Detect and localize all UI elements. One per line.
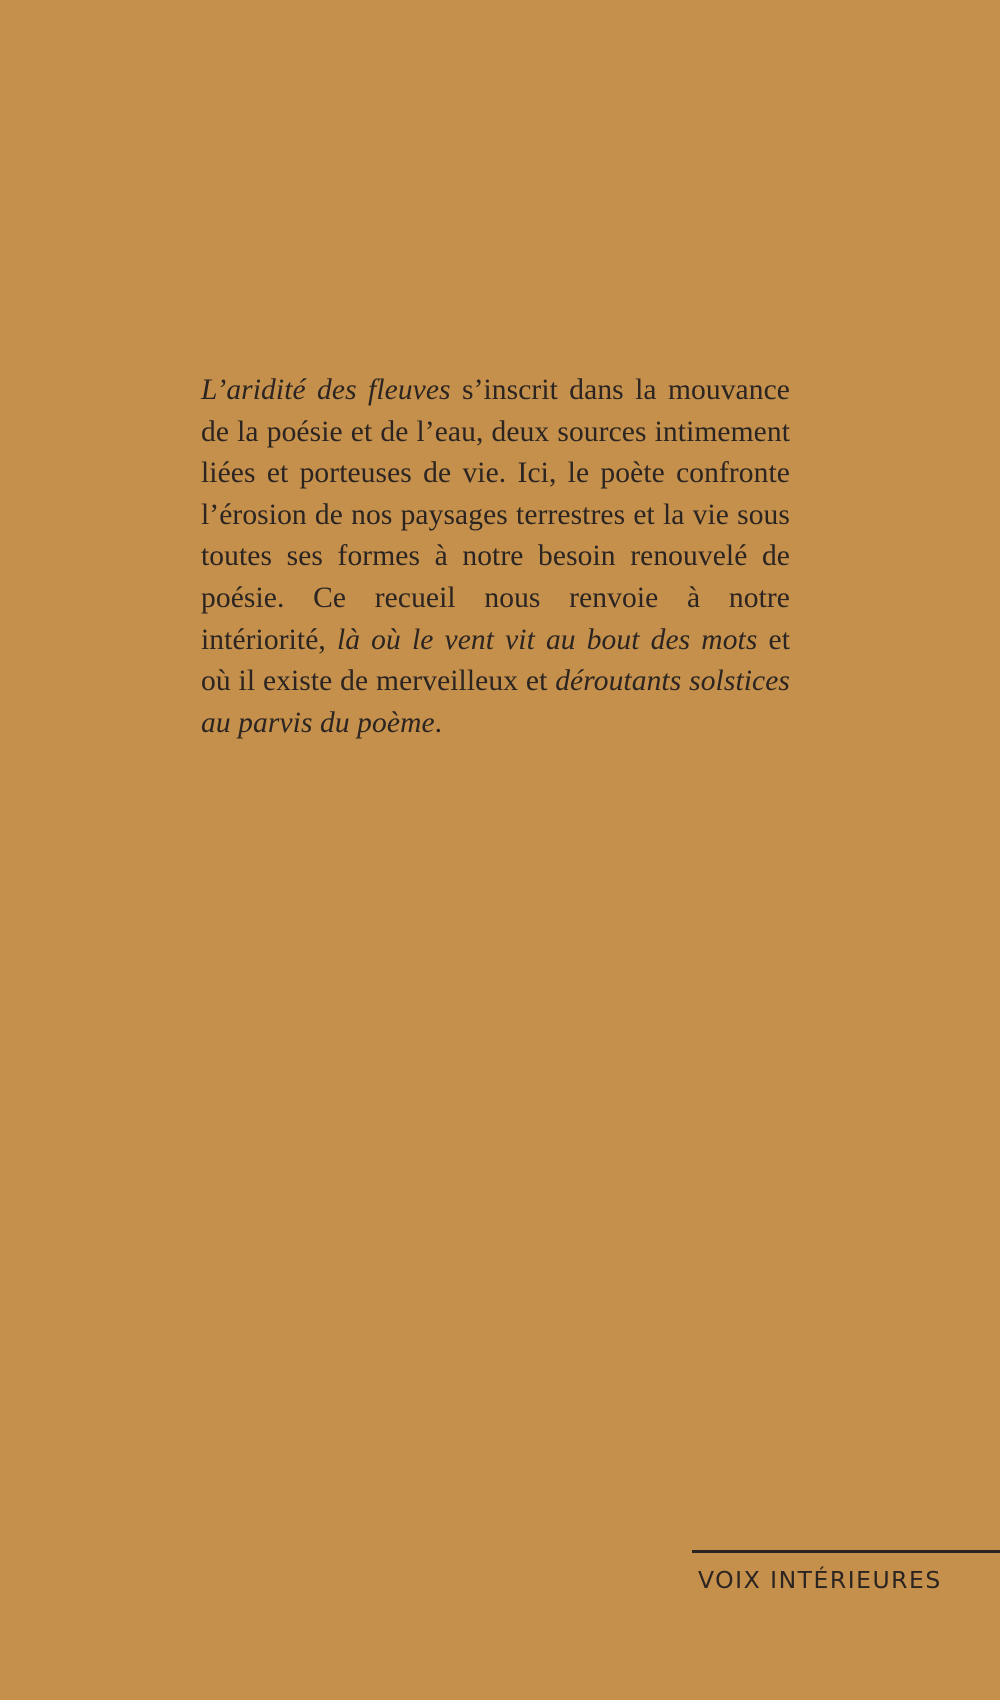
blurb-text-2: et où il existe de merveilleux et <box>201 623 790 698</box>
blurb-quote-1: là où le vent vit au bout des mots <box>336 623 758 656</box>
collection-name: VOIX INTÉRIEURES <box>698 1566 942 1594</box>
blurb-quote-2: déroutants solstices au parvis du poème <box>201 665 790 739</box>
back-cover-blurb <box>201 370 790 744</box>
blurb-text-1: s’inscrit dans la mouvance de la poésie et de l’eau, deux sources intimement liées et porteuses de vie. Ici, le poète confronte l’érosion de nos paysages terrestres et la vie sous toutes ses formes à notre besoin renouvelé de poésie. Ce recueil nous renvoie à notre intériorité, <box>201 374 790 656</box>
book-title: L’aridité des fleuves <box>201 374 451 406</box>
collection-divider <box>692 1550 1000 1553</box>
blurb-text-3: . <box>434 706 443 739</box>
